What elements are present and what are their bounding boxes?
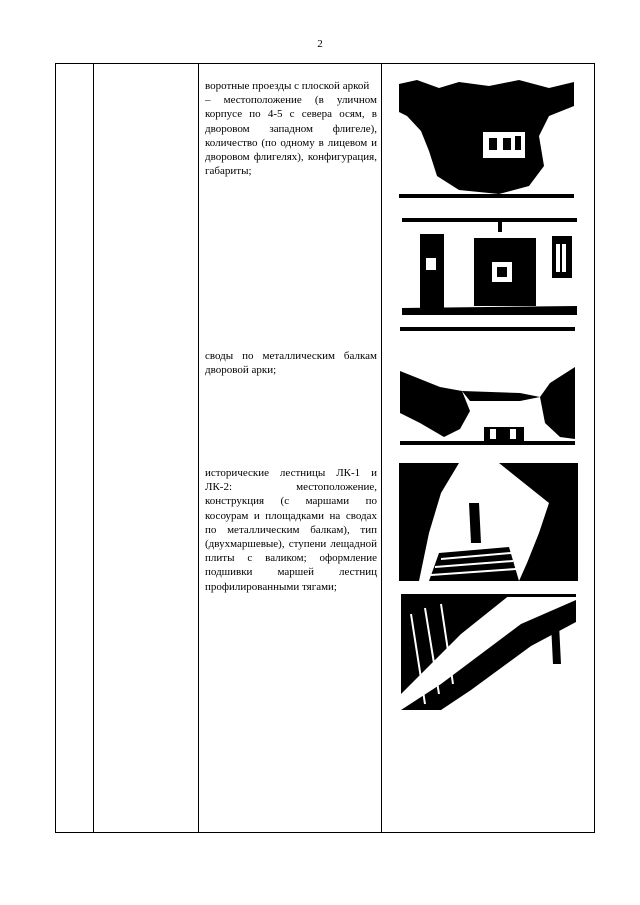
column-divider-2 [198,64,199,832]
gateway-facade-photo [402,218,577,315]
page-number: 2 [317,38,323,50]
vault-ceiling-photo [400,327,575,445]
column-divider-1 [93,64,94,832]
gateway-details: – местоположение (в уличном корпусе по 4-5 с севера осям, в дворовом западном флигеле), количество (по одному в лицевом и дворовом флигелях), конфигурация, габариты; [205,94,377,178]
vault-description: своды по металлическим балкам дворовой арки; [205,350,377,377]
column-divider-3 [381,64,382,832]
staircase-description [205,466,377,594]
gateway-arch-photo [399,76,574,198]
staircase-photo [399,463,578,581]
stair-soffit-photo [401,594,576,710]
staircase-details: исторические лестницы ЛК-1 и ЛК-2: местоположение, конструкция (с маршами по косоурам и площадками на сводах по металлическим балкам), тип (двухмаршевые), ступени лещадной плиты с валиком; оформление подшивки маршей лестниц профилированными тягами; [205,467,377,593]
gateway-title: воротные проезды с плоской аркой [205,80,370,92]
gateway-description [205,79,377,178]
